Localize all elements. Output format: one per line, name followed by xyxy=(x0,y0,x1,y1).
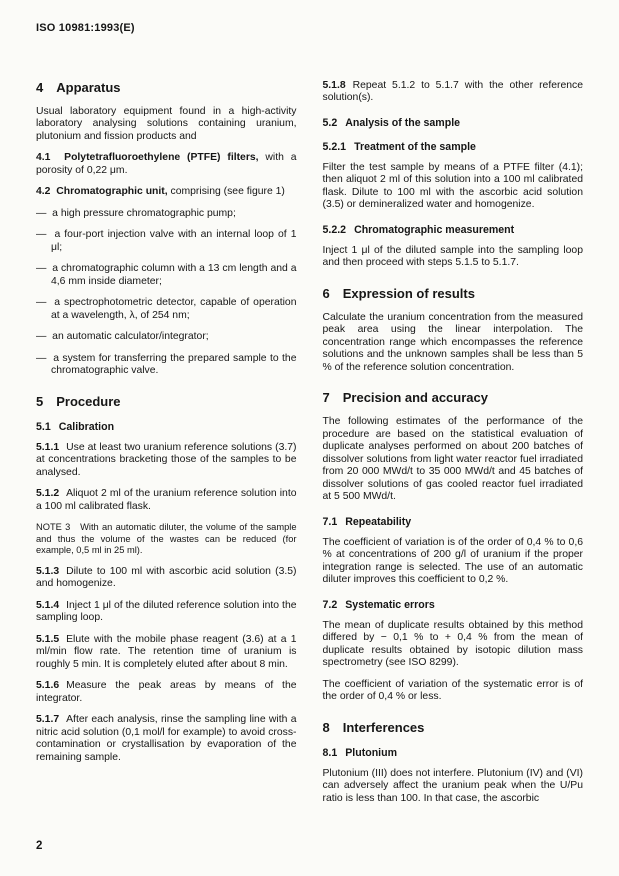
section-number: 5.2 xyxy=(322,116,338,129)
clause-number: 5.1.4 xyxy=(36,599,60,611)
clause-5-1-5 xyxy=(36,634,297,671)
section-number: 4 xyxy=(36,80,44,95)
clause-5-1-1 xyxy=(36,442,297,479)
paragraph-7-2-b: The coefficient of variation of the systematic error is of the order of 0,4 % or less. xyxy=(322,678,583,703)
list-item-detector: — a spectrophotometric detector, capable of operation at a wavelength, λ, of 254 nm; xyxy=(36,297,297,321)
clause-5-1-3 xyxy=(36,566,297,591)
section-title: Chromatographic measurement xyxy=(354,223,515,236)
doc-id: ISO 10981:1993(E) xyxy=(36,22,135,34)
clause-number: 5.1.7 xyxy=(36,714,60,726)
clause-4-1-text: with a porosity of 0,22 μm. xyxy=(36,152,297,176)
heading-5-procedure xyxy=(36,394,297,409)
list-item-column: — a chromatographic column with a 13 cm length and a 4,6 mm inside diameter; xyxy=(36,263,297,287)
clause-text: Dilute to 100 ml with ascorbic acid solution (3.5) and homogenize. xyxy=(36,566,297,590)
list-item-integrator: — an automatic calculator/integrator; xyxy=(36,331,209,343)
page-footer xyxy=(36,840,42,852)
heading-6-expression xyxy=(323,286,584,301)
list-item-transfer-system: — a system for transferring the prepared sample to the chromatographic valve. xyxy=(36,352,297,377)
section-title: Apparatus xyxy=(56,80,121,95)
section-number: 5 xyxy=(36,393,44,409)
section-number: 6 xyxy=(322,285,330,301)
section-title: Repeatability xyxy=(345,515,412,528)
section-title: Calibration xyxy=(58,420,115,433)
heading-8-interferences xyxy=(323,720,584,735)
page-number: 2 xyxy=(36,840,43,852)
heading-7-1-repeatability xyxy=(323,516,584,528)
section-number: 8.1 xyxy=(322,746,338,759)
clause-text: After each analysis, rinse the sampling line with a nitric acid solution (0,1 mol/l for example) to avoid cross-contamination or crystallisation by evaporation of the remaining sample. xyxy=(36,714,297,763)
heading-5-2-analysis xyxy=(323,117,584,129)
section-title: Procedure xyxy=(56,393,121,409)
heading-8-1-plutonium xyxy=(323,747,584,759)
section-title: Plutonium xyxy=(345,746,398,759)
section-title: Interferences xyxy=(342,719,425,735)
clause-number: 5.1.1 xyxy=(36,441,60,453)
two-column-layout xyxy=(36,80,583,814)
paragraph-7-2-a: The mean of duplicate results obtained by this method differed by − 0,1 % to + 0,4 % from the mean of duplicate results obtained by isotopic dilution mass spectrometry (see ISO 8299). xyxy=(322,619,583,669)
clause-4-2 xyxy=(36,186,297,198)
paragraph-6: Calculate the uranium concentration from the measured peak area using the linear interpolation. The concentration range which encompasses the reference solutions and the unknown samples shall be less than 5 % of the reference solution concentration. xyxy=(322,311,583,373)
page-header xyxy=(36,22,135,34)
clause-4-1 xyxy=(36,152,297,177)
section-number: 7.1 xyxy=(322,515,338,528)
left-column xyxy=(36,80,297,814)
clause-text: Measure the peak areas by means of the integrator. xyxy=(36,680,297,704)
clause-5-1-4 xyxy=(36,600,297,625)
clause-text: Elute with the mobile phase reagent (3.6) at a 1 ml/min flow rate. The retention time of uranium is roughly 5 min. It is completely eluted after about 8 min. xyxy=(36,633,297,670)
paragraph-7-1: The coefficient of variation is of the order of 0,4 % to 0,6 % at concentrations of 200 g/l of uranium if the proper integration range is selected. The use of an automatic diluter improves this coefficient to 0,2 %. xyxy=(322,536,583,586)
section-title: Systematic errors xyxy=(345,598,435,611)
clause-number: 5.1.6 xyxy=(36,680,60,692)
heading-4-apparatus xyxy=(36,80,297,95)
clause-text: Inject 1 μl of the diluted reference solution into the sampling loop. xyxy=(36,599,297,624)
section-number: 5.2.1 xyxy=(322,140,347,153)
heading-5-2-1-treatment xyxy=(323,141,584,153)
clause-4-2-text: comprising (see figure 1) xyxy=(167,186,285,198)
section-number: 8 xyxy=(322,719,330,735)
section-title: Treatment of the sample xyxy=(354,140,476,153)
clause-number: 5.1.2 xyxy=(36,488,60,500)
paragraph-5-2-2: Inject 1 μl of the diluted sample into the sampling loop and then proceed with steps 5.1.5 to 5.1.7. xyxy=(322,244,583,269)
paragraph-8-1: Plutonium (III) does not interfere. Plutonium (IV) and (VI) can adversely affect the uranium peak when the U/Pu ratio is less than 100. In that case, the ascorbic xyxy=(322,767,583,804)
paragraph-7: The following estimates of the performance of the procedure are based on the statistical evaluation of duplicate analyses performed on about 200 batches of dissolver solutions from light water reactor fuel irradiated from 20 000 MWd/t to 35 000 MWd/t and 45 batches of dissolver solutions of gas cooled reactor fuel irradiated at 5 500 MWd/t. xyxy=(322,416,583,503)
clause-4-1-lead: 4.1 Polytetrafluoroethylene (PTFE) filters, xyxy=(36,152,259,164)
paragraph-apparatus-intro: Usual laboratory equipment found in a high-activity laboratory analysing solutions containing uranium, plutonium and fission products and xyxy=(36,106,297,142)
right-column xyxy=(323,80,584,814)
paragraph-5-2-1: Filter the test sample by means of a PTFE filter (4.1); then aliquot 2 ml of this solution into a 100 ml calibrated flask. Dilute to 100 ml with the ascorbic acid solution (3.5) or demineralized water and homogenize. xyxy=(322,161,583,211)
clause-5-1-7 xyxy=(36,714,297,764)
clause-5-1-6 xyxy=(36,680,297,705)
clause-text: Use at least two uranium reference solutions (3.7) at concentrations bracketing those of the samples to be analysed. xyxy=(36,441,297,478)
clause-number: 5.1.3 xyxy=(36,566,60,577)
note-3: NOTE 3 With an automatic diluter, the volume of the sample and thus the volume of the wastes can be reduced (for example, 0,5 ml in 25 ml). xyxy=(36,522,297,556)
section-number: 5.2.2 xyxy=(322,223,347,236)
section-title: Expression of results xyxy=(342,285,475,301)
heading-7-2-systematic-errors xyxy=(323,599,584,611)
clause-text: Aliquot 2 ml of the uranium reference solution into a 100 ml calibrated flask. xyxy=(36,488,297,512)
section-number: 7 xyxy=(322,390,330,406)
clause-number: 5.1.8 xyxy=(322,80,346,91)
section-title: Analysis of the sample xyxy=(345,116,461,129)
heading-7-precision xyxy=(323,390,584,405)
clause-number: 5.1.5 xyxy=(36,633,60,645)
heading-5-2-2-chromatographic xyxy=(323,224,584,236)
heading-5-1-calibration xyxy=(36,421,297,433)
list-item-pump: — a high pressure chromatographic pump; xyxy=(36,207,236,219)
clause-5-1-2 xyxy=(36,488,297,513)
section-number: 5.1 xyxy=(36,420,51,433)
section-title: Precision and accuracy xyxy=(342,390,488,406)
clause-5-1-8 xyxy=(323,80,584,105)
clause-text: Repeat 5.1.2 to 5.1.7 with the other reference solution(s). xyxy=(322,80,583,104)
list-item-injection-valve: — a four-port injection valve with an internal loop of 1 μl; xyxy=(36,229,297,253)
section-number: 7.2 xyxy=(322,598,338,611)
clause-4-2-lead: 4.2 Chromatographic unit, xyxy=(36,186,168,198)
